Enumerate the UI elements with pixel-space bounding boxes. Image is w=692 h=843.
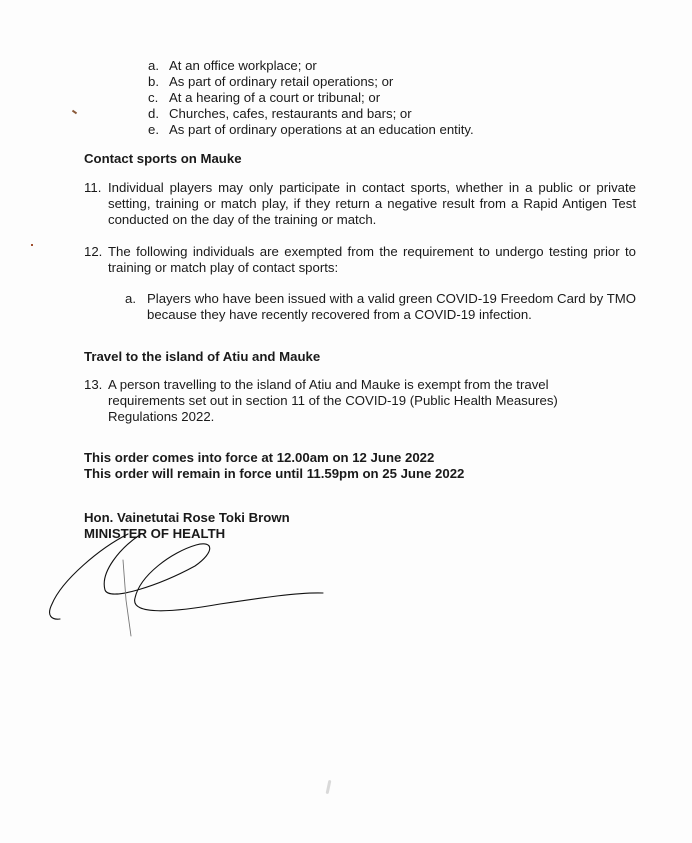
clause-text: The following individuals are exempted from the requirement to undergo testing prior to training or match play of contact sports:: [108, 244, 636, 275]
clause-text: Individual players may only participate in contact sports, whether in a public or private setting, training or match play, if they return a negative result from a Rapid Antigen Test conducted on the day of the training or match.: [108, 180, 636, 227]
list-item: [148, 122, 568, 138]
venue-list: [148, 58, 568, 138]
scan-smudge: [326, 780, 332, 794]
list-item-text: At an office workplace; or: [169, 58, 317, 73]
margin-mark: [72, 110, 77, 115]
signatory-block: [84, 510, 290, 542]
clause-13: [84, 377, 624, 425]
clause-number: 11.: [84, 180, 102, 195]
list-marker: a.: [125, 291, 136, 306]
signatory-name: Hon. Vainetutai Rose Toki Brown: [84, 510, 290, 525]
list-item-text: At a hearing of a court or tribunal; or: [169, 90, 381, 105]
signature-stroke: [123, 560, 131, 636]
clause-12: [84, 244, 636, 276]
order-end-date: This order will remain in force until 11.59pm on 25 June 2022: [84, 466, 465, 481]
list-marker: a.: [148, 58, 159, 73]
list-marker: c.: [148, 90, 159, 105]
list-marker: b.: [148, 74, 159, 89]
list-item-text: Churches, cafes, restaurants and bars; or: [169, 106, 412, 121]
section-heading-contact-sports: Contact sports on Mauke: [84, 151, 242, 166]
list-item: [148, 90, 568, 106]
signature-stroke: [50, 534, 128, 619]
list-item-text: As part of ordinary operations at an education entity.: [169, 122, 474, 137]
signature-stroke: [104, 534, 323, 611]
margin-mark: [31, 244, 33, 246]
list-marker: d.: [148, 106, 159, 121]
section-heading-travel: Travel to the island of Atiu and Mauke: [84, 349, 321, 364]
signatory-title: MINISTER OF HEALTH: [84, 526, 226, 541]
list-item: [148, 74, 568, 90]
order-start-date: This order comes into force at 12.00am on 12 June 2022: [84, 450, 435, 465]
list-item: [148, 58, 568, 74]
sub-item-text: Players who have been issued with a valid green COVID-19 Freedom Card by TMO because they have recently recovered from a COVID-19 infection.: [147, 291, 636, 322]
order-dates: [84, 450, 464, 482]
clause-number: 12.: [84, 244, 103, 259]
clause-text: A person travelling to the island of Atiu and Mauke is exempt from the travel requirements set out in section 11 of the COVID-19 (Public Health Measures) Regulations 2022.: [108, 377, 558, 424]
list-item: [148, 106, 568, 122]
clause-11: [84, 180, 636, 228]
clause-number: 13.: [84, 377, 103, 392]
list-marker: e.: [148, 122, 159, 137]
clause-12-sub-item: [125, 291, 636, 323]
list-item-text: As part of ordinary retail operations; or: [169, 74, 394, 89]
